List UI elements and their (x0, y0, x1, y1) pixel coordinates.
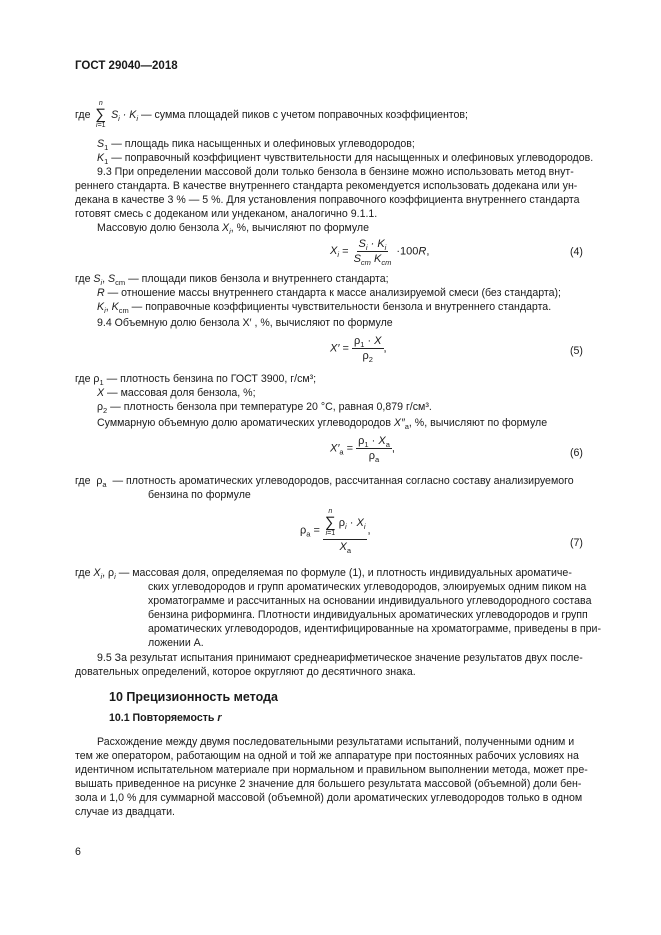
formula-6: $X'_a$ = $\frac{\rho_1 \cdot X_a}{\rho_a}$ , (330, 435, 395, 465)
where-sum-line: где n ∑ i=1 $S_i \cdot K_i$ — сумма площадей пиков с учетом поправочных коэффициентов; (75, 100, 469, 129)
rho1-definition: где $\rho_1$ — плотность бензина по ГОСТ 3900, г/см³; (75, 373, 317, 388)
repeatability-line-2: тем же оператором, работающим на одной и той же аппаратуре при постоянных рабочих условиях на (75, 750, 579, 762)
p95-line-2: довательных определений, которое округляют до десятичного знака. (75, 666, 416, 678)
section-10-title: 10 Прецизионность метода (109, 690, 279, 704)
formula-5-number: (5) (570, 345, 583, 357)
aromatic-intro: Суммарную объемную долю ароматических углеводородов $X''_a$, %, вычисляют по формуле (97, 417, 548, 432)
formula-4-number: (4) (570, 246, 583, 258)
repeatability-line-3: идентичном испытательном материале при нормальном и правильном выполнении метода, может пре- (75, 764, 588, 776)
formula-5: X′ = $\frac{\rho_1 \cdot X}{\rho_2}$ , (330, 335, 387, 365)
p93-line-4: готовят смесь с додеканом или ундеканом, аналогично 9.1.1. (75, 208, 378, 220)
si-scm-definition: где $S_i$, $S_{cm}$ — площади пиков бензола и внутреннего стандарта; (75, 273, 389, 288)
rhoa-definition-1: где $\rho_a$ — плотность ароматических углеводородов, рассчитанная согласно составу анализируемого (75, 475, 574, 490)
formula-6-number: (6) (570, 447, 583, 459)
xi-rhoi-definition-3: хроматограмме и рассчитанных на основании индивидуального углеводородного состава (148, 595, 592, 607)
document-header: ГОСТ 29040—2018 (75, 60, 178, 72)
repeatability-line-4: вышать приведенное на рисунке 2 значение для большего результата массовой (объемной) доли бен- (75, 778, 582, 790)
xi-rhoi-definition-1: где $X_i$, $\rho_i$ — массовая доля, определяемая по формуле (1), и плотность индивидуальных ароматиче- (75, 567, 572, 582)
ki-kcm-definition: $K_i$, $K_{cm}$ — поправочные коэффициенты чувствительности бензола и внутреннего стандарта. (97, 301, 552, 316)
xi-rhoi-definition-5: ароматических углеводородов, идентифицированные на хроматограмме, приведены в при- (148, 623, 601, 635)
x-definition: X — массовая доля бензола, %; (97, 387, 256, 399)
formula-7-number: (7) (570, 537, 583, 549)
rhoa-definition-2: бензина по формуле (148, 489, 251, 501)
subsection-10-1-title: 10.1 Повторяемость r (109, 712, 222, 724)
repeatability-line-1: Расхождение между двумя последовательными результатами испытаний, полученными одним и (97, 736, 575, 748)
p93-line-1: 9.3 При определении массовой доли только бензола в бензине можно использовать метод внут- (97, 166, 574, 178)
p94-intro: 9.4 Объемную долю бензола X′ , %, вычисляют по формуле (97, 317, 393, 329)
p95-line-1: 9.5 За результат испытания принимают среднеарифметическое значение результатов двух после- (97, 652, 583, 664)
rho2-definition: $\rho_2$ — плотность бензола при температуре 20 °С, равная 0,879 г/см³. (97, 401, 432, 416)
k1-definition: $K_1$ — поправочный коэффициент чувствительности для насыщенных и олефиновых углеводородов. (97, 152, 594, 167)
formula-4: $X_i$ = $\frac{S_i \cdot K_i}{S_{cm} K_{cm}}$ ·100R, (330, 238, 430, 268)
repeatability-line-6: случае из двадцати. (75, 806, 175, 818)
page-number: 6 (75, 846, 81, 858)
mass-benzene-intro: Массовую долю бензола $X_i$, %, вычисляют по формуле (97, 222, 370, 237)
formula-7: $\rho_a$ = n ∑ i=1 $\rho_i \cdot X_i$ $X_a$ , (300, 508, 371, 556)
s1-definition: $S_1$ — площадь пика насыщенных и олефиновых углеводородов; (97, 138, 415, 153)
p93-line-2: реннего стандарта. В качестве внутреннего стандарта рекомендуется использовать додекана или ун- (75, 180, 578, 192)
xi-rhoi-definition-2: ских углеводородов и групп ароматических углеводородов, элюируемых одним пиком на (148, 581, 587, 593)
xi-rhoi-definition-4: бензина риформинга. Плотности индивидуальных ароматических углеводородов и групп (148, 609, 588, 621)
r-definition: R — отношение массы внутреннего стандарта к массе анализируемой смеси (без стандарта); (97, 287, 561, 299)
p93-line-3: декана в качестве 3 % — 5 %. Для установления поправочного коэффициента внутреннего стандарта (75, 194, 580, 206)
repeatability-line-5: зола и 1,0 % для суммарной массовой (объемной) доли ароматических углеводородов только в одном (75, 792, 583, 804)
sum-symbol: n ∑ i=1 (95, 100, 107, 129)
xi-rhoi-definition-6: ложении А. (148, 637, 204, 649)
